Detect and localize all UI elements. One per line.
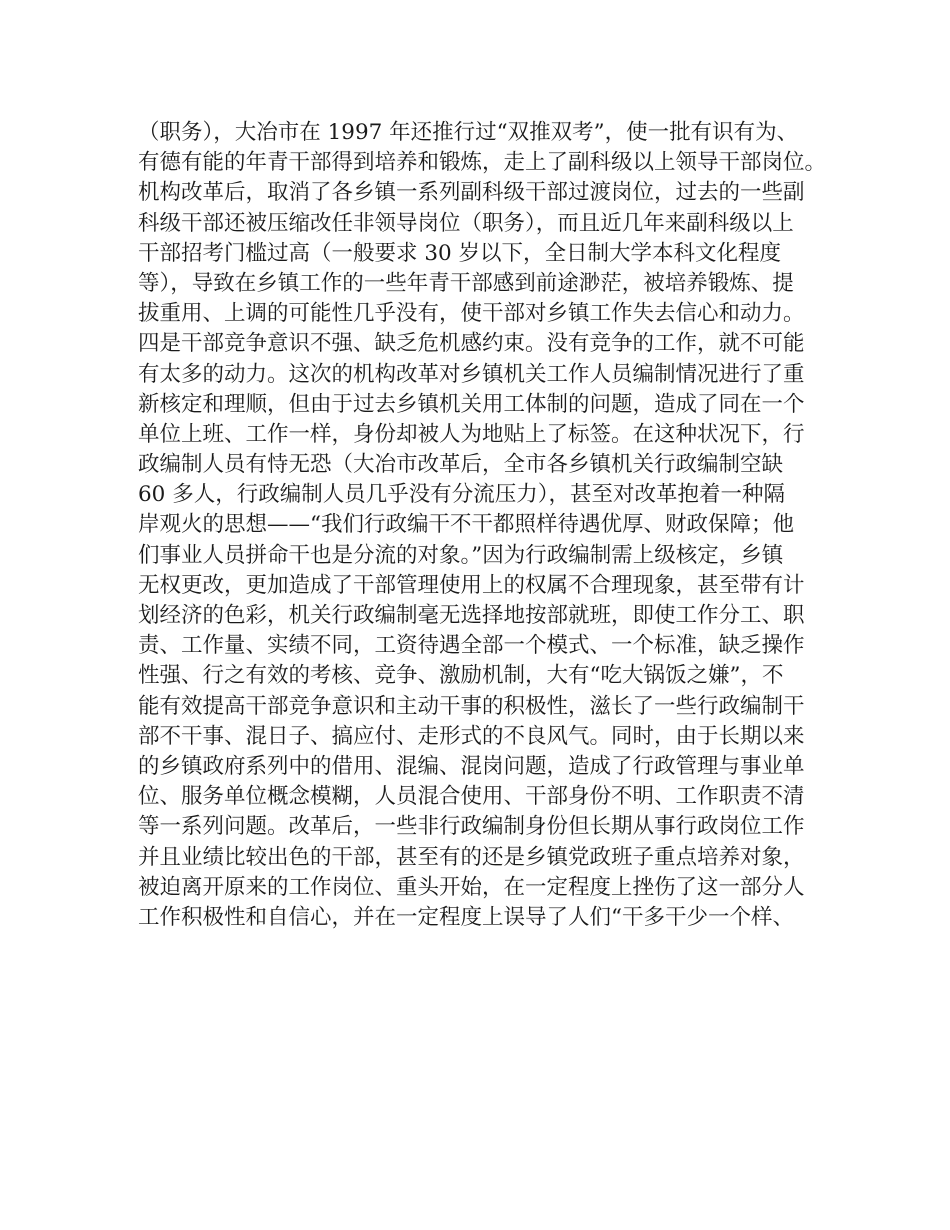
text-line: 拔重用、上调的可能性几乎没有，使干部对乡镇工作失去信心和动力。 [138, 301, 805, 327]
text-line: 能有效提高干部竞争意识和主动干事的积极性，滋长了一些行政编制干 [138, 693, 805, 719]
text-line: 位、服务单位概念模糊，人员混合使用、干部身份不明、工作职责不清 [138, 784, 805, 810]
text-line: 性强、行之有效的考核、竞争、激励机制，大有“吃大锅饭之嫌”，不 [138, 663, 784, 689]
text-line: 有太多的动力。这次的机构改革对乡镇机关工作人员编制情况进行了重 [138, 361, 805, 387]
text-line: 60 多人，行政编制人员几乎没有分流压力），甚至对改革抱着一种隔 [138, 482, 785, 508]
text-line: 政编制人员有恃无恐（大冶市改革后，全市各乡镇机关行政编制空缺 [138, 452, 784, 478]
text-line: 科级干部还被压缩改任非领导岗位（职务），而且近几年来副科级以上 [138, 210, 794, 236]
body-text [138, 118, 828, 933]
text-line: 岸观火的思想——“我们行政编干不干都照样待遇优厚、财政保障；他 [138, 512, 794, 538]
text-line: 责、工作量、实绩不同，工资待遇全部一个模式、一个标准，缺乏操作 [138, 633, 805, 659]
text-line: 有德有能的年青干部得到培养和锻炼，走上了副科级以上领导干部岗位。 [138, 150, 827, 176]
text-line: 划经济的色彩，机关行政编制毫无选择地按部就班，即使工作分工、职 [138, 603, 805, 628]
text-line: 部不干事、混日子、搞应付、走形式的不良风气。同时，由于长期以来 [138, 723, 805, 749]
text-line: 等一系列问题。改革后，一些非行政编制身份但长期从事行政岗位工作 [138, 814, 805, 840]
text-line: 干部招考门槛过高（一般要求 30 岁以下，全日制大学本科文化程度 [138, 240, 782, 266]
text-line: 新核定和理顺，但由于过去乡镇机关用工体制的问题，造成了同在一个 [138, 391, 805, 417]
text-line: 并且业绩比较出色的干部，甚至有的还是乡镇党政班子重点培养对象， [138, 844, 805, 870]
text-line: 等），导致在乡镇工作的一些年青干部感到前途渺茫，被培养锻炼、提 [138, 270, 794, 296]
text-line: 被迫离开原来的工作岗位、重头开始，在一定程度上挫伤了这一部分人 [138, 874, 805, 900]
text-line: （职务），大冶市在 1997 年还推行过“双推双考”，使一批有识有为、 [138, 120, 799, 145]
text-line: 无权更改，更加造成了干部管理使用上的权属不合理现象，甚至带有计 [138, 572, 805, 598]
text-line: 的乡镇政府系列中的借用、混编、混岗问题，造成了行政管理与事业单 [138, 753, 805, 779]
text-line: 机构改革后，取消了各乡镇一系列副科级干部过渡岗位，过去的一些副 [138, 180, 805, 206]
text-line: 工作积极性和自信心，并在一定程度上误导了人们“干多干少一个样、 [138, 904, 794, 930]
text-line: 四是干部竞争意识不强、缺乏危机感约束。没有竞争的工作，就不可能 [138, 331, 805, 357]
text-line: 单位上班、工作一样，身份却被人为地贴上了标签。在这种状况下，行 [138, 421, 805, 447]
text-line: 们事业人员拼命干也是分流的对象。”因为行政编制需上级核定，乡镇 [138, 542, 784, 568]
